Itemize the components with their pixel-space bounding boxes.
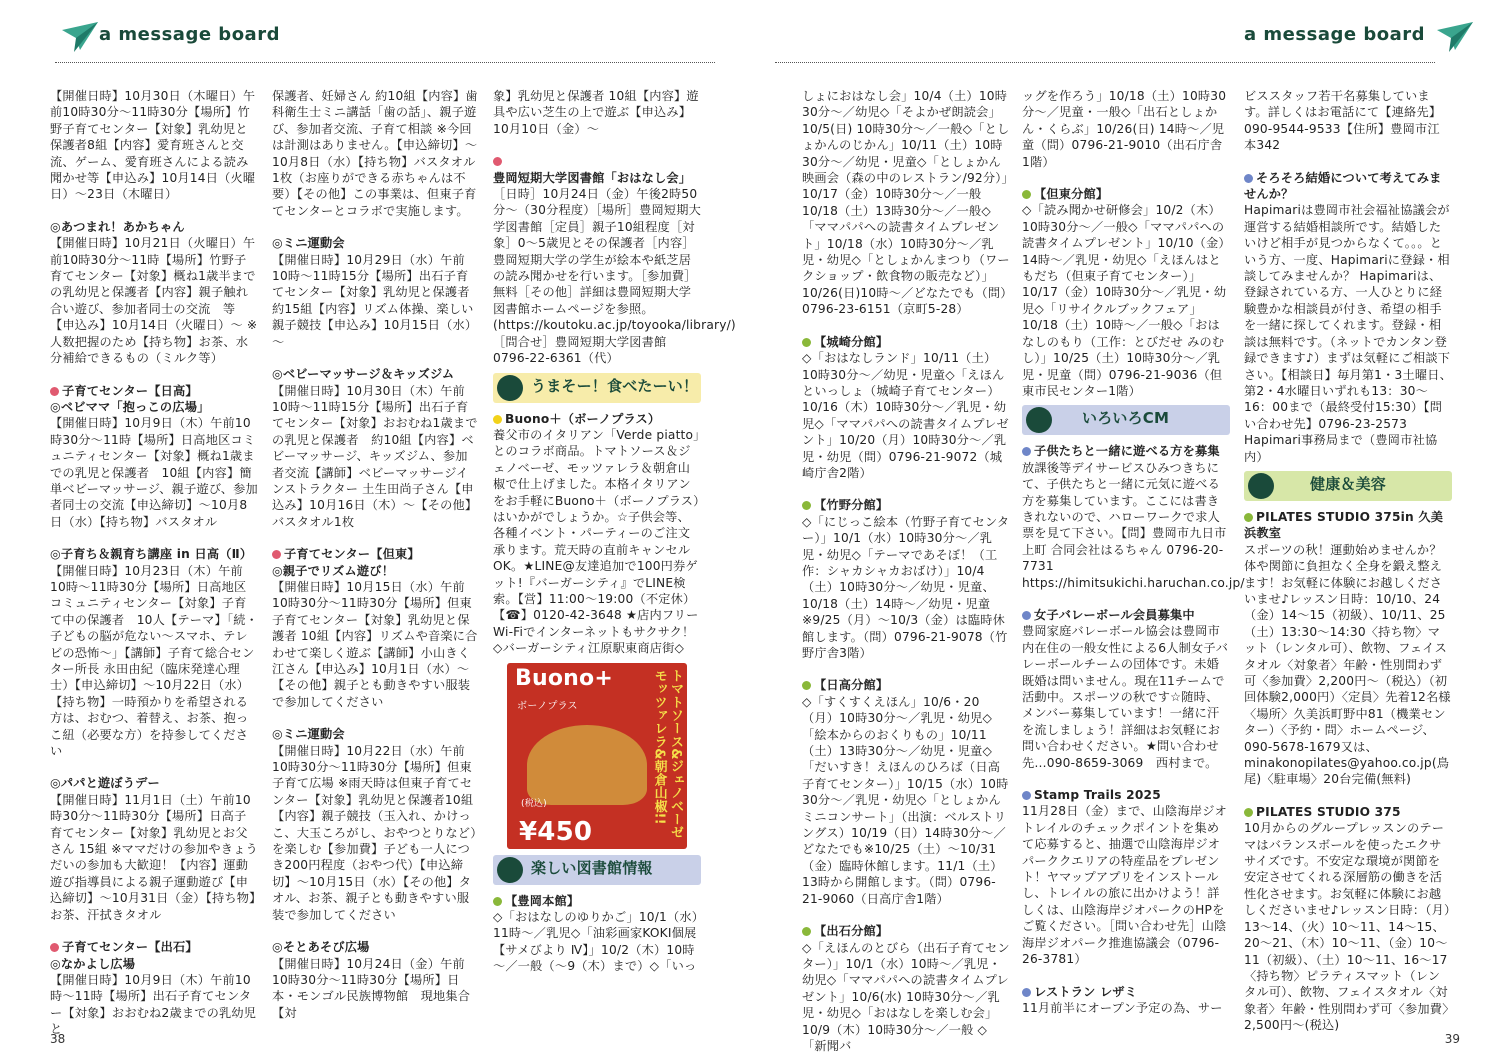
page-header xyxy=(775,18,1465,62)
paper-plane-icon xyxy=(1435,20,1475,54)
ad-tax-note: (税込) xyxy=(521,799,547,810)
page-header xyxy=(55,18,745,62)
text-paragraph: 11月28日（金）まで、山陰海岸ジオトレイルのチェックポイントを集めて応募すると、抽選で山陰海岸ジオパーククエリアの特産品をプレゼント！ヤマップアプリをインストールし、トレイルの旅に出かけよう！詳しくは、山陰海岸ジオパークのHPをご覧ください。［問い合わせ先］山陰海岸ジオパーク推進協議会（0796-26-3781） xyxy=(1022,804,1227,967)
bullet-dot-icon xyxy=(493,157,502,166)
text-paragraph: 象】乳幼児と保護者 10組【内容】遊具や広い芝生の上で遊ぶ【申込み】10月10日（金）～ xyxy=(493,89,699,136)
megaphone-icon xyxy=(1026,407,1052,433)
text-paragraph: ◎ミニ運動会 xyxy=(272,236,345,251)
text-paragraph: 【開催日時】10月30日（木）午前10時～11時15分【場所】出石子育てセンター【対象】おおむね1歳までの乳児と保護者 約10組【内容】ベビーマッサージ、キッズジム、参加者交流【講師】ベビーマッサージインストラクター 土生田尚子さん【申込み】10月16日（木）～【その他】バスタオル1枚 xyxy=(272,383,478,529)
header-divider xyxy=(775,62,1435,63)
burger-icon xyxy=(497,375,523,401)
column-3 xyxy=(1244,88,1452,1034)
column-1 xyxy=(802,88,1010,1054)
section-title: 健康＆美容 xyxy=(1310,474,1387,493)
flower-icon xyxy=(1248,473,1274,499)
text-paragraph: 【竹野分館】 xyxy=(802,497,1010,513)
text-paragraph: Hapimariは豊岡市社会福祉協議会が運営する結婚相談所です。結婚したいけど相手が見つからなくて。。。という方、一度、Hapimariに登録・相談してみませんか？ Hapimariは、登録されている方、一人ひとりに経験豊かな相談員が付き、希望の相手を一緒に探してくれます。登録・相談は無料です。（ネットでカンタン登録できます♪）まずは気軽にご相談下さい。【相談日】毎月第1・3土曜日、第2・4水曜日いずれも13：30～16：00まで（最終受付15:30）【問い合わせ先】0796-23-2573 Hapimari事務局まで（豊岡市社協内） xyxy=(1244,203,1453,464)
text-paragraph: 【豊岡本館】 xyxy=(493,893,701,909)
header-divider xyxy=(55,62,715,63)
text-paragraph: ◎ベビママ「抱っこの広場」 xyxy=(50,399,210,414)
books-icon xyxy=(497,857,523,883)
bullet-dot-icon xyxy=(1244,513,1253,522)
text-paragraph: ◎ベビーマッサージ＆キッズジム xyxy=(272,367,455,382)
text-paragraph: 10月からのグループレッスンのテーマはバランスボールを使ったエクササイズです。不安定な環境が関節を安定させてくれる深層筋の働きを活性化させます。お気軽に体験にお越しくださいませ♪レッスン日時：（月）13～14、（火）10～11、14～15、20～21、（木）10～11、（金）10～11（初級）、（土）10～11、16～17〈持ち物〉ピラティスマット（レンタル可）、飲物、フェイスタオル〈対象者〉年齢・性別問わず可〈参加費〉2,500円～(税込) xyxy=(1244,821,1451,1033)
text-paragraph: 【開催日時】10月9日（木）午前10時～11時【場所】出石子育てセンター【対象】おおむね2歳までの乳幼児と xyxy=(50,972,257,1037)
column-3-library xyxy=(493,893,701,975)
column-2-top xyxy=(1022,88,1230,399)
bullet-dot-icon xyxy=(493,897,502,906)
bullet-dot-icon xyxy=(1022,447,1031,456)
bullet-dot-icon xyxy=(802,501,811,510)
bullet-dot-icon xyxy=(802,338,811,347)
section-band-cm xyxy=(1022,405,1230,435)
text-paragraph: PILATES STUDIO 375in 久美浜教室 xyxy=(1244,509,1444,541)
text-paragraph: 【開催日時】10月30日（木曜日）午前10時30分～11時30分【場所】竹野子育てセンター【対象】乳幼児と保護者8組【内容】愛育班さんと交流、ゲーム、愛育班さんによる読み聞かせ等【申込み】10月14日（火曜日）～23日（木曜日） xyxy=(50,89,256,202)
text-paragraph: ◎ミニ運動会 xyxy=(272,727,345,742)
text-paragraph: ◎パパと遊ぼうデー xyxy=(50,776,160,791)
bullet-dot-icon xyxy=(1022,791,1031,800)
section-band-library xyxy=(493,855,701,885)
text-paragraph: ◇「読み聞かせ研修会」10/2（木）10時30分～／一般◇「ママパパへの読書タイムプレゼント」10/10（金）14時～／乳児・幼児◇「えほんはともだち（但東子育てセンター）」10/17（金）10時30分～／乳児・幼児◇「リサイクルブックフェア」10/18（土）10時～／一般◇「おはなしのもり（工作：とびだせ みのむし）」10/25（土）10時30分～／乳児・児童（問）0796-21-9036（但東市民センター1階） xyxy=(1022,203,1227,398)
text-paragraph: 11月前半にオープン予定の為、サー xyxy=(1022,1000,1223,1015)
column-2 xyxy=(272,88,480,1021)
text-paragraph: 【開催日時】10月15日（水）午前10時30分～11時30分【場所】但東子育てセンター【対象】乳幼児と保護者 10組【内容】リズムや音楽に合わせて楽しく遊ぶ【講師】小山きく江さん【申込み】10月1日（水）～【その他】親子とも動きやすい服装で参加してください xyxy=(272,579,478,709)
bullet-dot-icon xyxy=(1022,190,1031,199)
bullet-dot-icon xyxy=(1022,988,1031,997)
text-paragraph: ◎なかよし広場 xyxy=(50,956,136,971)
column-3-beauty xyxy=(1244,509,1452,1034)
ad-subtitle: ボーノプラス xyxy=(517,700,578,712)
page-number: 38 xyxy=(50,1032,66,1046)
bullet-dot-icon xyxy=(802,681,811,690)
text-paragraph: Buono＋（ボーノプラス） xyxy=(493,411,701,427)
bullet-dot-icon xyxy=(50,943,59,952)
text-paragraph: 【出石分館】 xyxy=(802,923,1010,939)
text-paragraph: ◎そとあそび広場 xyxy=(272,940,370,955)
text-paragraph: 【開催日時】10月23日（木）午前10時～11時30分【場所】日高地区コミュニティセンター【対象】子育て中の保護者 10人【テーマ】「続・子どもの脳が危ない～スマホ、テレビの恐怖～」【講師】子育て総合センター所長 永田由紀（臨床発達心理士）【申込締切】～10月22日（水）【持ち物】一時預かりを希望される方は、おむつ、着替え、お茶、抱っこ紐（必要な方）を持参してください xyxy=(50,563,259,759)
buono-plus-ad xyxy=(507,663,687,849)
column-2 xyxy=(1022,88,1245,1016)
text-paragraph: 豊岡家庭バレーボール協会は豊岡市内在住の一般女性による6人制女子バレーボールチームの団体です。未婚既婚は問いません。現在11チームで活動中。スポーツの秋です☆随時、メンバー募集しています！一緒に汗を流しましょう！詳細はお気軽にお問い合わせください。★問い合わせ先…090-8659-3069 西村まで。 xyxy=(1022,624,1229,770)
text-paragraph: ◇「えほんのとびら（出石子育てセンター）」10/1（水）10時～／乳児・幼児◇「ママパパへの読書タイムプレゼント」10/6(水) 10時30分～／乳児・幼児◇「おはなしを楽しむ会」10/9（木）10時30分～／一般 ◇「新聞バ xyxy=(802,940,1010,1053)
text-paragraph: PILATES STUDIO 375 xyxy=(1244,804,1452,820)
column-1 xyxy=(50,88,258,1038)
text-paragraph: 【城崎分館】 xyxy=(802,334,1010,350)
column-3-food xyxy=(493,411,701,657)
text-paragraph: 【日高分館】 xyxy=(802,677,1010,693)
column-3-top xyxy=(493,88,736,367)
text-paragraph: ッグを作ろう」10/18（土）10時30分～／児童・一般◇「出石としょかん・くらぶ」10/26(日) 14時～／児童（問）0796-21-9010（出石庁舎1階） xyxy=(1022,89,1227,169)
bullet-dot-icon xyxy=(1244,174,1253,183)
text-paragraph: レストラン レザミ xyxy=(1022,984,1230,1000)
column-3-top xyxy=(1244,88,1452,465)
bullet-dot-icon xyxy=(1244,808,1253,817)
text-paragraph: 子供たちと一緒に遊べる方を募集 xyxy=(1022,443,1230,459)
ad-price: ¥450 xyxy=(519,817,593,848)
column-3 xyxy=(493,88,736,975)
text-paragraph: 保護者、妊婦さん 約10組【内容】歯科衛生士ミニ講話「歯の話」、親子遊び、参加者交流、子育て相談 ※今回は計測はありません。【申込締切】～10月8日（水）【持ち物】バスタオル1枚（お座りができる赤ちゃんは不要）【その他】この事業は、但東子育てセンターとコラボで実施します。 xyxy=(272,89,478,218)
text-paragraph: ◎子育ち＆親育ち講座 in 日高（Ⅱ） xyxy=(50,547,253,562)
text-paragraph: 子育てセンター【日高】 xyxy=(50,383,258,399)
bullet-dot-icon xyxy=(493,415,502,424)
header-title: a message board xyxy=(99,24,280,45)
text-paragraph: 【開催日時】10月9日（木）午前10時30分～11時【場所】日高地区コミュニティセンター【対象】概ね1歳までの乳児と保護者 10組【内容】簡単ベビーマッサージ、親子遊び、参加者同士の交流【申込締切】～10月8日（水）【持ち物】バスタオル xyxy=(50,416,258,529)
text-paragraph: 【開催日時】10月22日（水）午前10時30分～11時30分【場所】但東子育て広場 ※雨天時は但東子育てセンター【対象】乳幼児と保護者10組【内容】親子競技（玉入れ、かけっこ、大玉ころがし、おやつとりなど）を楽しむ【参加費】子ども一人につき200円程度（おやつ代）【申込締切】～10月15日（水）【その他】タオル、お茶、親子とも動きやすい服装で参加してください xyxy=(272,743,477,922)
text-paragraph: ［日時］10月24日（金）午後2時50分～（30分程度）［場所］豊岡短期大学図書館［定員］親子10組程度［対象］0～5歳児とその保護者［内容］豊岡短期大学の学生が絵本や紙芝居の読み聞かせを行います。［参加費］無料［その他］詳細は豊岡短期大学図書館ホームページを参照。(https://koutoku.ac.jp/toyooka/library/)［問合せ］豊岡短期大学図書館 0796-22-6361（代） xyxy=(493,187,736,366)
text-paragraph: スポーツの秋！運動始めませんか？体や関節に負担なく全身を鍛え整えます！お気軽に体験にお越しくださいませ♪レッスン日時：10/10、24（金）14～15（初級）、10/11、25（土）13:30～14:30〈持ち物〉マット（レンタル可）、飲物、フェイスタオル〈対象者〉年齢・性別問わず可〈参加費〉2,200円～（税込）（初回体験2,000円）〈定員〉先着12名様〈場所〉久美浜町野中81（機業センター）〈予約・問〉ホームページ、090-5678-1679又は、minakonopilates@yahoo.co.jp(鳥尾)〈駐車場〉20台完備(無料) xyxy=(1244,542,1451,787)
text-paragraph: 子育てセンター【出石】 xyxy=(50,939,258,955)
section-title: 楽しい図書館情報 xyxy=(531,858,653,877)
bullet-dot-icon xyxy=(1022,611,1031,620)
text-paragraph: ◇「おはなしのゆりかご」10/1（水）11時～／乳児◇「油彩画家KOKI個展【サメびより Ⅳ】」10/2（木）10時～／一般（～9（木）まで）◇「いっ xyxy=(493,910,699,974)
text-paragraph: Stamp Trails 2025 xyxy=(1022,787,1230,803)
section-band-beauty xyxy=(1244,471,1452,501)
text-paragraph: しょにおはなし会」10/4（土）10時30分～／幼児◇「そよかぜ朗読会」10/5(日) 10時30分～／一般◇「としょかんのじかん」10/11（土）10時30分～／幼児・児童◇「としょかん映画会（森の中のレストラン/92分）」10/17（金）10時30分～／一般 10/18（土）13時30分～／一般◇「ママパパへの読書タイムプレゼント」10/18（水）10時30分～／乳児・幼児◇「としょかんまつり（ワークショップ・飲食物の販売など）」10/26(日)10時～／どなたでも（問）0796-23-6151（京町5-28） xyxy=(802,89,1010,317)
text-paragraph: 養父市のイタリアン「Verde piatto」とのコラボ商品。トマトソース＆ジェノベーゼ、モッツァレラ＆朝倉山椒で仕上げました。本格イタリアンをお手軽にBuono＋（ボーノプラス）はいかがでしょうか。☆子供会等、各種イベント・パーティーのご注文承ります。荒天時の直前キャンセルOK。★LINE@友達追加で100円券ゲット!『バーガーシティ』でLINE検索。【営】11:00～19:00（不定休）【☎】0120-42-3648 ★店内フリーWi-Fiでインターネットもサクサク！◇バーガーシティ江原駅東商店街◇ xyxy=(493,427,700,656)
text-paragraph: 放課後等デイサービスひみつきちにて、子供たちと一緒に元気に遊べる方を募集しています。ここには書ききれないので、ハローワークで求人票を見て下さい。【問】豊岡市九日市上町 合同会社はるちゃん 0796-20-7731 https://himitsukichi.haruchan.co.jp/ xyxy=(1022,460,1245,590)
text-paragraph: ビススタッフ若干名募集しています。詳しくはお電話にて【連絡先】090-9544-9533【住所】豊岡市江本342 xyxy=(1244,89,1442,153)
page-number: 39 xyxy=(1444,1032,1460,1046)
bullet-dot-icon xyxy=(802,927,811,936)
bullet-dot-icon xyxy=(50,387,59,396)
text-paragraph: ◇「おはなしランド」10/11（土）10時30分～／幼児・児童◇「えほんといっしょ（城崎子育てセンター）10/16（木）10時30分～／乳児・幼児◇「ママパパへの読書タイムプレゼント」10/20（月）10時30分～／乳児・幼児（問）0796-21-9072（城崎庁舎2階） xyxy=(802,351,1009,480)
burger-photo xyxy=(527,725,647,805)
page-right xyxy=(750,0,1500,1064)
text-paragraph: ◇「すくすくえほん」10/6・20（月）10時30分～／乳児・幼児◇「絵本からのおくりもの」10/11（土）13時30分～／幼児・児童◇「だいすき！えほんのひろば（日高子育てセンター）」10/15（水）10時30分～／乳児・幼児◇「としょかんミニコンサート」（出演：ベルストリングス）10/19（日）14時30分～／どなたでも※10/25（土）～10/31（金）臨時休館します。11/1（土）13時から開館します。（問）0796-21-9060（日高庁舎1階） xyxy=(802,694,1009,906)
text-paragraph: ◎親子でリズム遊び！ xyxy=(272,563,395,578)
ad-tagline: トマトソース&ジェノベーゼ モッツァレラ&朝倉山椒!! xyxy=(651,668,683,839)
text-paragraph: 子育てセンター【但東】 xyxy=(272,546,480,562)
text-paragraph: 【開催日時】10月29日（水）午前10時～11時15分【場所】出石子育てセンター【対象】乳幼児と保護者 約15組【内容】リズム体操、楽しい親子競技【申込み】10月15日（水）～ xyxy=(272,252,478,349)
section-title: いろいろCM xyxy=(1082,409,1170,428)
text-paragraph: そろそろ結婚について考えてみませんか？ xyxy=(1244,170,1442,202)
section-title: うまそー！食べたーい！ xyxy=(531,376,699,395)
text-paragraph: 豊岡短期大学図書館「おはなし会」 xyxy=(493,153,701,186)
text-paragraph: ◎あつまれ！あかちゃん xyxy=(50,219,185,234)
section-band-food xyxy=(493,373,701,403)
header-title: a message board xyxy=(1244,24,1425,45)
text-paragraph: 【開催日時】10月24日（金）午前10時30分～11時30分【場所】日本・モンゴル民族博物館 現地集合【対 xyxy=(272,956,471,1020)
text-paragraph: 【開催日時】11月1日（土）午前10時30分～11時30分【場所】日高子育てセンター【対象】乳幼児とお父さん 15組 ※ママだけの参加やきょうだいの参加も大歓迎！【内容】運動遊び指導員による親子運動遊び【申込締切】～10月31日（金）【持ち物】お茶、汗拭きタオル xyxy=(50,792,258,922)
text-paragraph: ◇「にじっこ絵本（竹野子育てセンター）」10/1（水）10時30分～／乳児・幼児◇「テーマであそぼ！（工作：シャカシャカおばけ）」10/4（土）10時30分～／幼児・児童、10/18（土）14時～／幼児・児童 ※9/25（月）～10/3（金）は臨時休館します。（問）0796-21-9078（竹野庁舎3階） xyxy=(802,514,1010,660)
text-paragraph: 【開催日時】10月21日（火曜日）午前10時30分～11時【場所】竹野子育てセンター【対象】概ね1歳半までの乳幼児と保護者【内容】親子触れ合い遊び、参加者同士の交流 等【申込み】10月14日（火曜日）～ ※人数把握のため【持ち物】お茶、水分補給できるもの（ミルク等） xyxy=(50,236,258,366)
bullet-dot-icon xyxy=(272,550,281,559)
column-2-cm xyxy=(1022,443,1245,1016)
paper-plane-icon xyxy=(60,20,100,54)
ad-logo: Buono+ xyxy=(515,665,613,691)
text-paragraph: 【但東分館】 xyxy=(1022,186,1230,202)
text-paragraph: 女子バレーボール会員募集中 xyxy=(1022,607,1230,623)
